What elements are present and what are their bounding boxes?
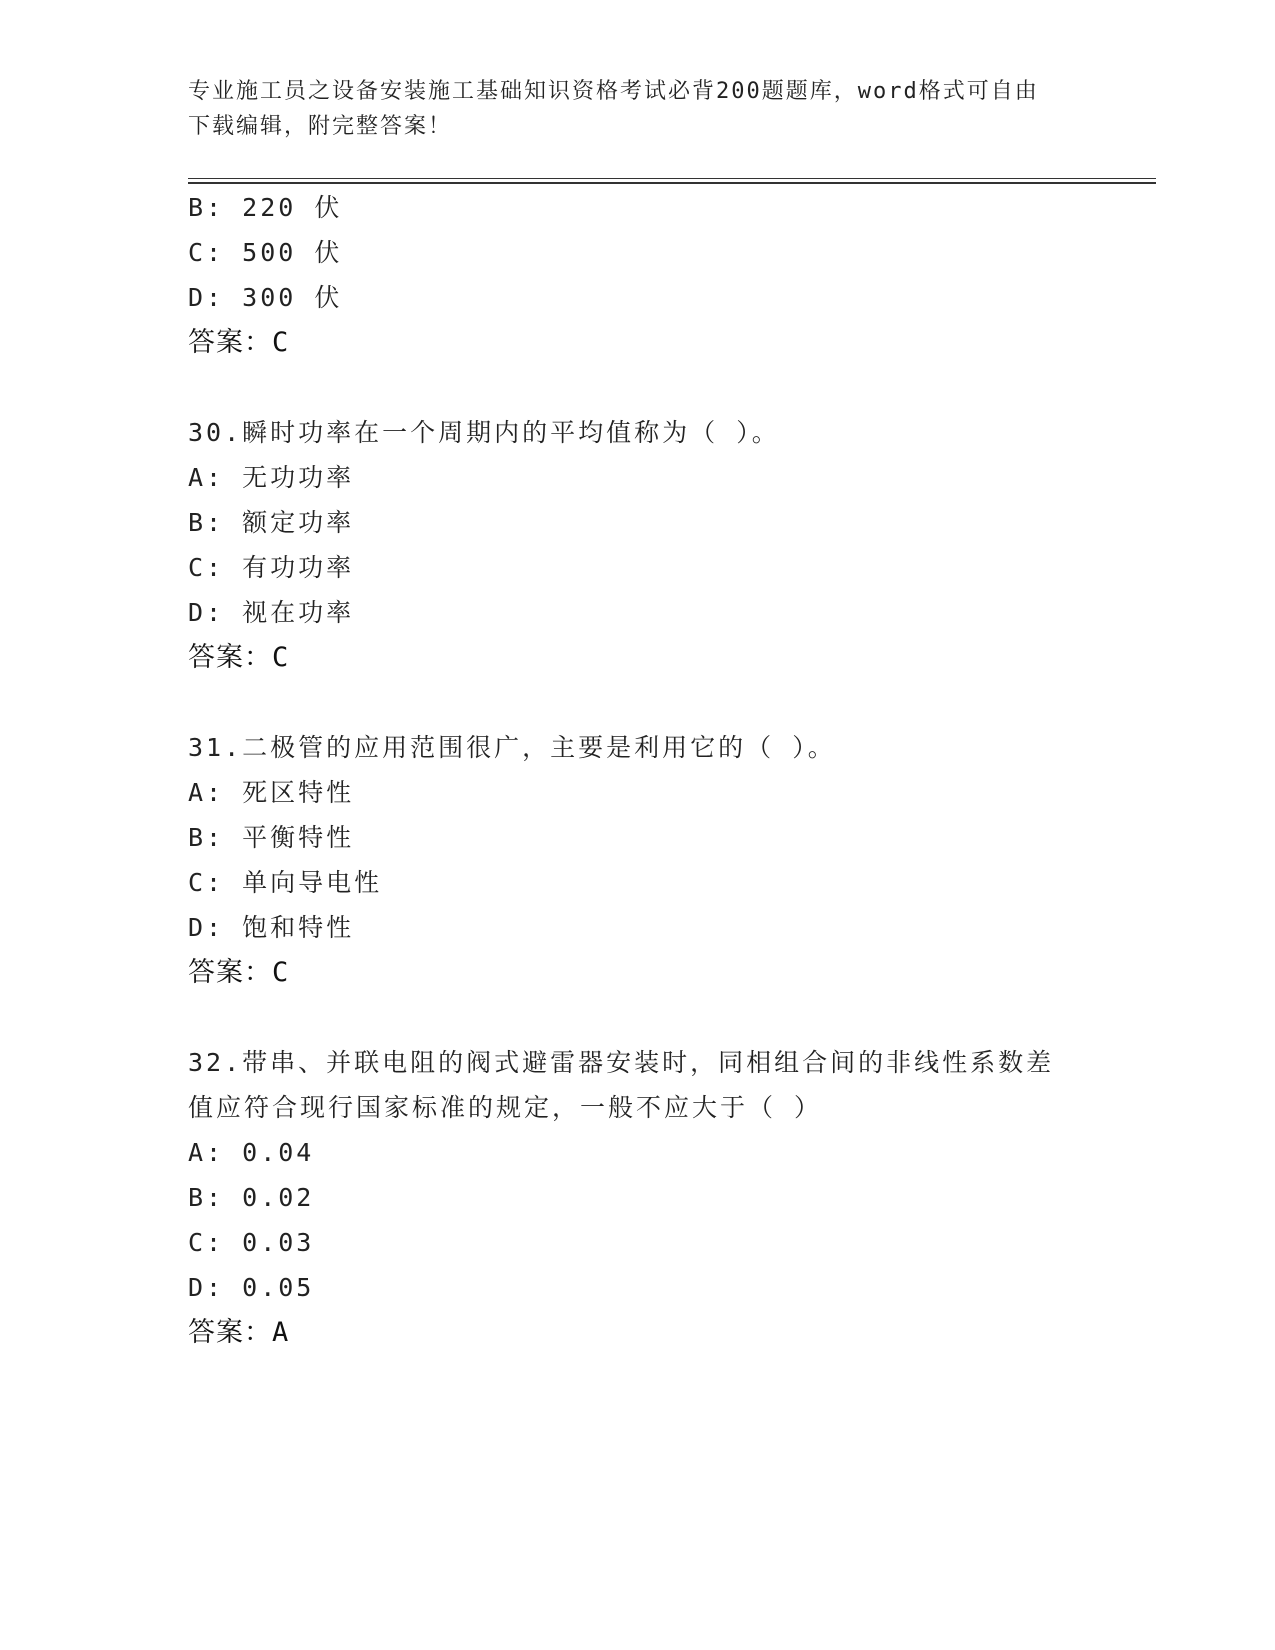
question-31-option-d: D: 饱和特性 bbox=[188, 913, 355, 942]
question-32-stem-line-2: 值应符合现行国家标准的规定，一般不应大于（ ） bbox=[188, 1093, 823, 1122]
question-31-option-b: B: 平衡特性 bbox=[188, 823, 355, 852]
question-32-answer bbox=[188, 1317, 289, 1349]
question-32-option-c: C: 0.03 bbox=[188, 1228, 315, 1257]
question-30-stem: 30.瞬时功率在一个周期内的平均值称为（ ）。 bbox=[188, 418, 780, 447]
question-32-option-a: A: 0.04 bbox=[188, 1138, 315, 1167]
answer-label: 答案： bbox=[188, 957, 272, 988]
question-31-option-a: A: 死区特性 bbox=[188, 778, 355, 807]
question-32-option-b: B: 0.02 bbox=[188, 1183, 315, 1212]
question-32-stem-line-1: 32.带串、并联电阻的阀式避雷器安装时，同相组合间的非线性系数差 bbox=[188, 1048, 1055, 1077]
header-divider-thin bbox=[188, 178, 1156, 179]
question-30-option-c: C: 有功功率 bbox=[188, 553, 355, 582]
header-divider-thick bbox=[188, 182, 1156, 184]
answer-line bbox=[188, 327, 289, 359]
question-31-answer bbox=[188, 957, 289, 989]
option-d: D: 300 伏 bbox=[188, 283, 343, 312]
option-c: C: 500 伏 bbox=[188, 238, 343, 267]
question-30-option-b: B: 额定功率 bbox=[188, 508, 355, 537]
answer-value: C bbox=[272, 957, 290, 988]
question-31-stem: 31.二极管的应用范围很广，主要是利用它的（ ）。 bbox=[188, 733, 836, 762]
option-b: B: 220 伏 bbox=[188, 193, 343, 222]
question-30-answer bbox=[188, 642, 289, 674]
answer-value: C bbox=[272, 327, 290, 358]
answer-label: 答案： bbox=[188, 1317, 272, 1348]
question-32-option-d: D: 0.05 bbox=[188, 1273, 315, 1302]
header-line-1: 专业施工员之设备安装施工基础知识资格考试必背200题题库，word格式可自由 bbox=[188, 79, 1039, 104]
question-31-option-c: C: 单向导电性 bbox=[188, 868, 383, 897]
header-line-2: 下载编辑，附完整答案！ bbox=[188, 114, 453, 139]
answer-value: C bbox=[272, 642, 290, 673]
answer-label: 答案： bbox=[188, 327, 272, 358]
answer-label: 答案： bbox=[188, 642, 272, 673]
document-header bbox=[188, 74, 1068, 144]
question-30-option-d: D: 视在功率 bbox=[188, 598, 355, 627]
question-30-option-a: A: 无功功率 bbox=[188, 463, 355, 492]
answer-value: A bbox=[272, 1317, 290, 1348]
